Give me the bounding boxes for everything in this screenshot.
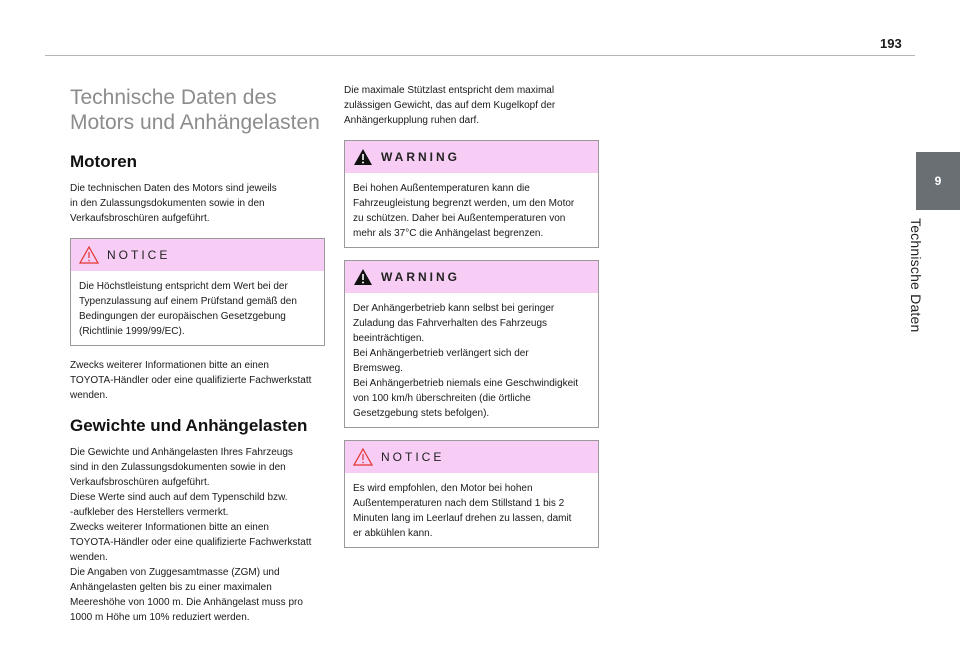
notice-triangle-icon bbox=[353, 448, 373, 466]
weights-heading: Gewichte und Anhängelasten bbox=[70, 416, 308, 435]
notice-body: Die Höchstleistung entspricht dem Wert bei der Typenzulassung auf einem Prüfstand gemäß den Bedingungen der europäischen Gesetzgebung (Richtlinie 1999/99/EC). bbox=[79, 281, 297, 337]
notice-header bbox=[71, 239, 324, 271]
warning-header bbox=[345, 141, 598, 173]
warning-label: WARNING bbox=[381, 270, 460, 284]
notice-label: NOTICE bbox=[381, 450, 445, 464]
warning-triangle-icon bbox=[353, 148, 373, 166]
warning-box-1 bbox=[344, 140, 599, 248]
left-column bbox=[70, 85, 325, 625]
right-column bbox=[344, 83, 599, 560]
notice-box-2 bbox=[344, 440, 599, 548]
notice-body: Es wird empfohlen, den Motor bei hohen Außentemperaturen nach dem Stillstand 1 bis 2 Minuten lang im Leerlauf drehen zu lassen, damit er abkühlen kann. bbox=[353, 483, 572, 539]
notice-triangle-icon bbox=[79, 246, 99, 264]
warning-header bbox=[345, 261, 598, 293]
notice-box-1 bbox=[70, 238, 325, 346]
motors-heading: Motoren bbox=[70, 152, 138, 171]
intro-text: Die maximale Stützlast entspricht dem maximal zulässigen Gewicht, das auf dem Kugelkopf der Anhängerkupplung ruhen darf. bbox=[344, 85, 556, 126]
dealer-text: Zwecks weiterer Informationen bitte an einen TOYOTA-Händler oder eine qualifizierte Fachwerkstatt wenden. bbox=[70, 360, 312, 401]
motors-text: Die technischen Daten des Motors sind jeweils in den Zulassungsdokumenten sowie in den Verkaufsbroschüren aufgeführt. bbox=[70, 183, 277, 224]
chapter-title: Technische Daten bbox=[908, 218, 924, 333]
section-title-line-2: Motors und Anhängelasten bbox=[70, 111, 320, 134]
header-rule bbox=[45, 55, 915, 56]
section-title bbox=[70, 85, 325, 135]
notice-label: NOTICE bbox=[107, 248, 171, 262]
warning-triangle-icon bbox=[353, 268, 373, 286]
warning-box-2 bbox=[344, 260, 599, 428]
weights-text: Die Gewichte und Anhängelasten Ihres Fahrzeugs sind in den Zulassungsdokumenten sowie in den Verkaufsbroschüren aufgeführt. Diese Werte sind auch auf dem Typenschild bzw. -aufkleber des Herstellers vermerkt. Zwecks weiterer Informationen bitte an einen TOYOTA-Händler oder eine qualifizierte Fachwerkstatt wenden. Die Angaben von Zuggesamtmasse (ZGM) und Anhängelasten gelten bis zu einer maximalen Meereshöhe von 1000 m. Die Anhängelast muss pro 1000 m Höhe um 10% reduziert werden. bbox=[70, 447, 312, 623]
warning-body: Bei hohen Außentemperaturen kann die Fahrzeugleistung begrenzt werden, um den Motor zu schützen. Daher bei Außentemperaturen von mehr als 37°C die Anhängelast begrenzen. bbox=[353, 183, 575, 239]
warning-body: Der Anhängerbetrieb kann selbst bei geringer Zuladung das Fahrverhalten des Fahrzeugs beeinträchtigen. Bei Anhängerbetrieb verlängert sich der Bremsweg. Bei Anhängerbetrieb niemals eine Geschwindigkeit von 100 km/h überschreiten (die örtliche Gesetzgebung stets befolgen). bbox=[353, 303, 579, 419]
page-number: 193 bbox=[880, 36, 902, 51]
notice-header bbox=[345, 441, 598, 473]
section-title-line-1: Technische Daten des bbox=[70, 86, 277, 109]
warning-label: WARNING bbox=[381, 150, 460, 164]
chapter-tab[interactable]: 9 bbox=[916, 152, 960, 210]
